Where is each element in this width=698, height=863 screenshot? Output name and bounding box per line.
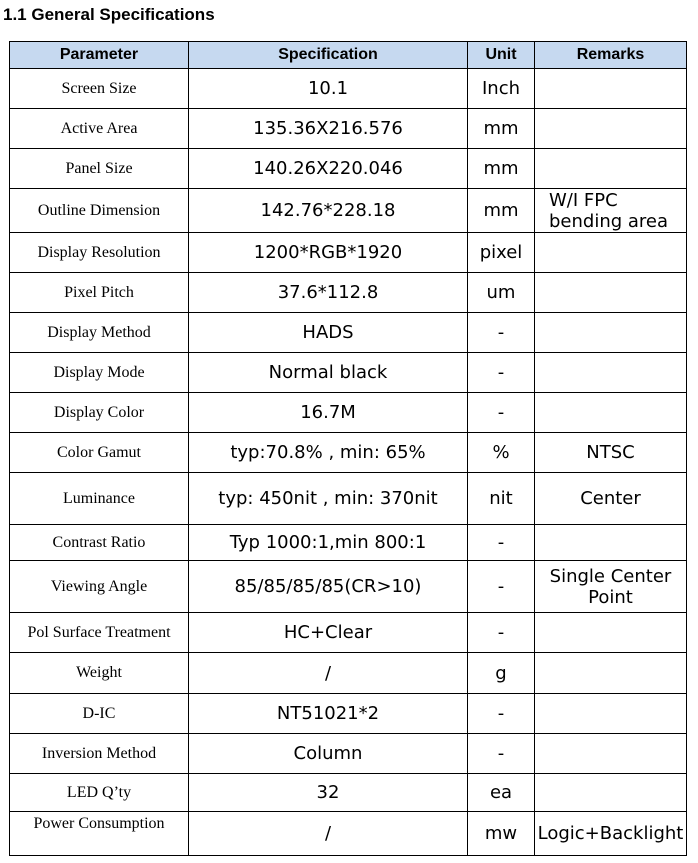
unit-cell: - xyxy=(468,313,535,353)
parameter-cell: Outline Dimension xyxy=(10,189,189,233)
parameter-cell: Weight xyxy=(10,653,189,694)
remarks-cell xyxy=(535,353,687,393)
parameter-cell: Color Gamut xyxy=(10,433,189,473)
parameter-cell: Display Mode xyxy=(10,353,189,393)
remarks-cell xyxy=(535,313,687,353)
parameter-cell: Viewing Angle xyxy=(10,561,189,613)
unit-cell: um xyxy=(468,273,535,313)
specifications-table xyxy=(9,41,687,856)
remarks-cell: Center xyxy=(535,473,687,525)
parameter-cell: Luminance xyxy=(10,473,189,525)
parameter-cell: LED Q’ty xyxy=(10,774,189,812)
specification-cell: 10.1 xyxy=(189,69,468,109)
specification-cell: Typ 1000:1,min 800:1 xyxy=(189,525,468,561)
remarks-cell xyxy=(535,233,687,273)
table-row xyxy=(10,561,687,613)
table-row xyxy=(10,393,687,433)
unit-cell: nit xyxy=(468,473,535,525)
remarks-cell xyxy=(535,273,687,313)
unit-cell: pixel xyxy=(468,233,535,273)
remarks-cell xyxy=(535,734,687,774)
table-row xyxy=(10,694,687,734)
table-row xyxy=(10,189,687,233)
table-row xyxy=(10,734,687,774)
remarks-cell xyxy=(535,149,687,189)
remarks-cell: NTSC xyxy=(535,433,687,473)
table-row xyxy=(10,109,687,149)
unit-cell: mw xyxy=(468,812,535,856)
unit-cell: - xyxy=(468,734,535,774)
specification-cell: 16.7M xyxy=(189,393,468,433)
remarks-cell xyxy=(535,525,687,561)
parameter-cell: Active Area xyxy=(10,109,189,149)
unit-cell: - xyxy=(468,353,535,393)
parameter-cell: Screen Size xyxy=(10,69,189,109)
parameter-cell: Pol Surface Treatment xyxy=(10,613,189,653)
parameter-cell: Display Method xyxy=(10,313,189,353)
table-row xyxy=(10,613,687,653)
unit-cell: % xyxy=(468,433,535,473)
remarks-cell xyxy=(535,69,687,109)
section-heading: 1.1 General Specifications xyxy=(3,5,215,24)
specification-cell: 37.6*112.8 xyxy=(189,273,468,313)
remarks-cell: Logic+Backlight xyxy=(535,812,687,856)
specification-cell: 85/85/85/85(CR>10) xyxy=(189,561,468,613)
unit-cell: - xyxy=(468,613,535,653)
specification-cell: Column xyxy=(189,734,468,774)
table-row xyxy=(10,313,687,353)
table-row xyxy=(10,273,687,313)
parameter-cell: Pixel Pitch xyxy=(10,273,189,313)
specification-cell: 1200*RGB*1920 xyxy=(189,233,468,273)
parameter-cell: Display Color xyxy=(10,393,189,433)
remarks-cell: Single Center Point xyxy=(535,561,687,613)
parameter-cell: Display Resolution xyxy=(10,233,189,273)
specification-cell: 32 xyxy=(189,774,468,812)
column-header-unit: Unit xyxy=(468,42,535,69)
unit-cell: - xyxy=(468,393,535,433)
remarks-cell: W/I FPC bending area xyxy=(535,189,687,233)
remarks-cell xyxy=(535,109,687,149)
specification-cell: NT51021*2 xyxy=(189,694,468,734)
unit-cell: - xyxy=(468,525,535,561)
unit-cell: - xyxy=(468,561,535,613)
specification-cell: 140.26X220.046 xyxy=(189,149,468,189)
table-row xyxy=(10,69,687,109)
specification-cell: 135.36X216.576 xyxy=(189,109,468,149)
parameter-cell: Power Consumption xyxy=(10,812,189,856)
table-row xyxy=(10,473,687,525)
specification-cell: 142.76*228.18 xyxy=(189,189,468,233)
parameter-cell: Panel Size xyxy=(10,149,189,189)
specification-cell: Normal black xyxy=(189,353,468,393)
specification-cell: / xyxy=(189,653,468,694)
remarks-cell xyxy=(535,774,687,812)
table-row xyxy=(10,233,687,273)
parameter-cell: Inversion Method xyxy=(10,734,189,774)
remarks-cell xyxy=(535,393,687,433)
unit-cell: mm xyxy=(468,149,535,189)
parameter-cell: D-IC xyxy=(10,694,189,734)
table-row xyxy=(10,812,687,856)
unit-cell: g xyxy=(468,653,535,694)
unit-cell: mm xyxy=(468,109,535,149)
remarks-cell xyxy=(535,653,687,694)
column-header-specification: Specification xyxy=(189,42,468,69)
specification-cell: HADS xyxy=(189,313,468,353)
table-row xyxy=(10,774,687,812)
specification-cell: HC+Clear xyxy=(189,613,468,653)
column-header-remarks: Remarks xyxy=(535,42,687,69)
unit-cell: mm xyxy=(468,189,535,233)
remarks-cell xyxy=(535,613,687,653)
table-row xyxy=(10,653,687,694)
unit-cell: - xyxy=(468,694,535,734)
specification-cell: typ: 450nit , min: 370nit xyxy=(189,473,468,525)
unit-cell: ea xyxy=(468,774,535,812)
table-row xyxy=(10,433,687,473)
table-row xyxy=(10,525,687,561)
table-row xyxy=(10,353,687,393)
table-row xyxy=(10,149,687,189)
table-header-row xyxy=(10,42,687,69)
unit-cell: Inch xyxy=(468,69,535,109)
specification-cell: typ:70.8% , min: 65% xyxy=(189,433,468,473)
parameter-cell: Contrast Ratio xyxy=(10,525,189,561)
column-header-parameter: Parameter xyxy=(10,42,189,69)
remarks-cell xyxy=(535,694,687,734)
specification-cell: / xyxy=(189,812,468,856)
